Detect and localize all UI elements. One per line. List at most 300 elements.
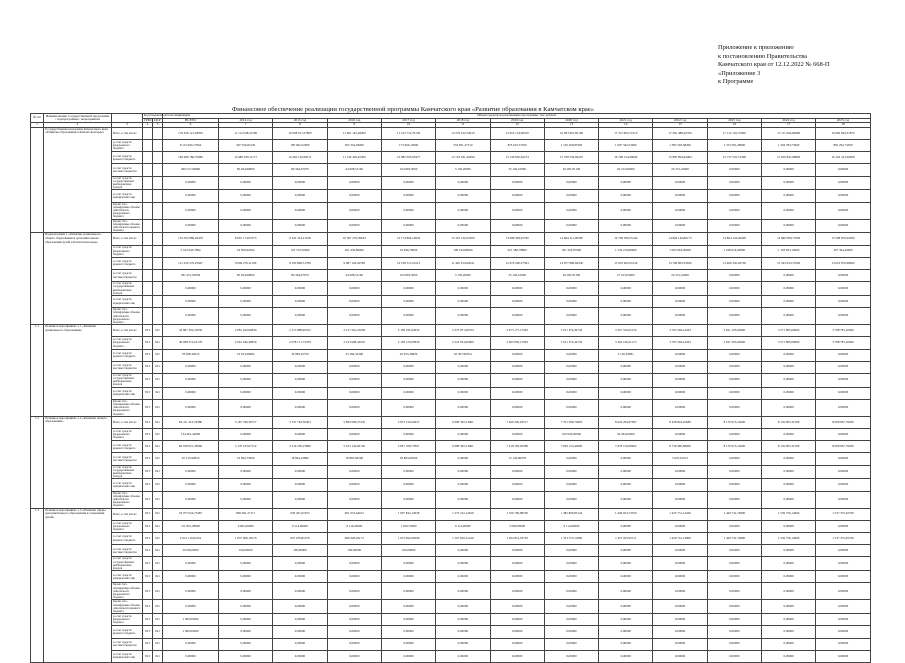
program-name: Основное мероприятие 1.3 «Развитие сферы дополнительного образования в отношении детей» [44, 508, 112, 662]
year-value-cell: 15 768 530,69470 [544, 152, 598, 164]
year-value-cell: 15 143,00978 [490, 453, 544, 465]
year-value-cell: 0,00000 [544, 491, 598, 508]
year-value-cell: 1 136 369,85300 [544, 139, 598, 151]
cst-code: 021 [153, 650, 163, 662]
year-value-cell: 100 043,00000 [544, 429, 598, 441]
grbs-code: 813 [143, 416, 153, 428]
year-value-cell: 0,00000 [273, 176, 327, 190]
year-value-cell: 0,00000 [761, 650, 815, 662]
year-value-cell: 0,00000 [544, 176, 598, 190]
year-value-cell: 5 187 796,36757 [219, 416, 273, 428]
head-name: Наименование государственной программы / подпрограммы / мероприятия [44, 114, 112, 123]
year-value-cell: 0,00000 [436, 282, 490, 296]
total-cell: 179 459 121,28050 [163, 127, 219, 139]
year-value-cell: 0,00000 [219, 583, 273, 600]
year-value-cell: 0,00000 [327, 557, 381, 571]
year-value-cell: 0,00000 [219, 614, 273, 626]
year-value-cell: 11 134 429,45500 [327, 152, 381, 164]
year-value-cell: 12 316 132,03300 [436, 233, 490, 245]
table-row [31, 571, 871, 583]
year-value-cell: 3 571 805,60000 [761, 337, 815, 349]
cst-code [153, 202, 163, 219]
year-value-cell: 0,00000 [381, 600, 435, 614]
table-row [31, 387, 871, 399]
year-value-cell: 0,00000 [761, 491, 815, 508]
year-value-cell: 0,00000 [490, 571, 544, 583]
cst-code: 021 [153, 387, 163, 399]
year-value-cell: 0,00000 [273, 190, 327, 202]
row-number [31, 233, 44, 325]
year-value-cell: 0,00000 [490, 638, 544, 650]
year-value-cell: 0,00000 [599, 202, 653, 219]
funding-source: Кроме того, планируемые объемы обязательств федерального бюджета [112, 308, 143, 325]
head-year: 2019 год [490, 118, 544, 123]
total-cell: 0,00000 [163, 361, 219, 373]
head-index-cell: 17 [761, 123, 815, 128]
table-row [31, 650, 871, 662]
year-value-cell: 0,00000 [653, 583, 707, 600]
head-index-cell: 12 [490, 123, 544, 128]
year-value-cell: 0,00000 [761, 600, 815, 614]
funding-source: за счет средств федерального бюджета [112, 139, 143, 151]
head-index-cell: 5 [153, 123, 163, 128]
year-value-cell: 0,00000 [653, 176, 707, 190]
year-value-cell: 13 769 803,32830 [653, 257, 707, 269]
year-value-cell: 0,00000 [816, 626, 870, 638]
year-value-cell: 0,00000 [327, 614, 381, 626]
year-value-cell: 0,00000 [761, 399, 815, 416]
year-value-cell: 15 508 870,02000 [816, 233, 870, 245]
year-value-cell: 0,00000 [707, 600, 761, 614]
grbs-code [143, 139, 153, 151]
total-cell: 0,00000 [163, 491, 219, 508]
year-value-cell: 0,00000 [816, 361, 870, 373]
year-value-cell: 0,00000 [273, 373, 327, 387]
year-value-cell: 0,00000 [707, 614, 761, 626]
grbs-code [143, 176, 153, 190]
table-row [31, 349, 871, 361]
head-index-cell: 11 [436, 123, 490, 128]
cst-code [153, 139, 163, 151]
year-value-cell: 0,00000 [599, 583, 653, 600]
year-value-cell: 0,00000 [816, 308, 870, 325]
year-value-cell: 0,00000 [816, 545, 870, 557]
year-value-cell: 0,00000 [381, 650, 435, 662]
year-value-cell: 35 104,10900 [490, 269, 544, 281]
document-title: Финансовое обеспечение реализации государственной программы Камчатского края «Развитие образования в Камчатском крае» [232, 106, 595, 113]
year-value-cell: 0,00000 [544, 465, 598, 479]
appendix-line: к постановлению Правительства [718, 52, 808, 60]
year-value-cell: 24 956,92304 [219, 245, 273, 257]
year-value-cell: 0,00000 [653, 520, 707, 532]
year-value-cell: 0,00000 [707, 164, 761, 176]
year-value-cell: 1 837 000,18170 [219, 533, 273, 545]
year-value-cell: 0,00000 [219, 361, 273, 373]
head-code: Код бюджетной классификации [144, 113, 190, 117]
year-value-cell: 0,00000 [436, 479, 490, 491]
year-value-cell: 0,00000 [381, 399, 435, 416]
year-value-cell: 0,00000 [490, 282, 544, 296]
year-value-cell: 0,00000 [653, 282, 707, 296]
year-value-cell: 0,00000 [707, 571, 761, 583]
head-year: 2017 год [381, 118, 435, 123]
total-cell: 1 000,00000 [163, 626, 219, 638]
year-value-cell: 0,00000 [544, 190, 598, 202]
year-value-cell: 0,00000 [327, 638, 381, 650]
year-value-cell: 24 331,23600 [653, 164, 707, 176]
table-head [31, 114, 871, 128]
year-value-cell: 0,00000 [653, 387, 707, 399]
year-value-cell: 14 864 146,80173 [653, 233, 707, 245]
year-value-cell: 0,00000 [707, 269, 761, 281]
funding-source: за счет средств юридических лиц [112, 387, 143, 399]
year-value-cell: 10 108 515,21613 [381, 257, 435, 269]
year-value-cell: 0,00000 [327, 361, 381, 373]
year-value-cell: 8 908 697,78200 [816, 416, 870, 428]
grbs-code: 813 [143, 600, 153, 614]
grbs-code: 813 [143, 361, 153, 373]
total-cell: 0,00000 [163, 190, 219, 202]
year-value-cell: 1 457 025,95111 [599, 533, 653, 545]
year-value-cell: 0,00000 [707, 583, 761, 600]
head-year: 2024 год [761, 118, 815, 123]
year-value-cell: 0,00000 [544, 202, 598, 219]
total-cell: 34 897 392,31639 [163, 325, 219, 337]
year-value-cell: 0,00000 [761, 614, 815, 626]
year-value-cell: 0,00000 [273, 626, 327, 638]
year-value-cell: 0,00000 [816, 479, 870, 491]
year-value-cell: 1 304 784,73900 [761, 139, 815, 151]
grbs-code: 813 [143, 491, 153, 508]
year-value-cell: 0,00000 [219, 650, 273, 662]
year-value-cell: 0,00000 [599, 638, 653, 650]
year-value-cell: 0,00000 [816, 465, 870, 479]
grbs-code: 813 [143, 441, 153, 453]
year-value-cell: 0,00000 [436, 361, 490, 373]
year-value-cell: 8 428 824,25680 [653, 416, 707, 428]
year-value-cell: 3 130,20000 [436, 269, 490, 281]
table-row [31, 176, 871, 190]
program-name: Основное мероприятие 1.1 «Развитие дошкольного образования» [44, 325, 112, 417]
total-cell: 111 801,28000 [163, 520, 219, 532]
year-value-cell: 0,00000 [707, 626, 761, 638]
year-value-cell: 8 908 697,78200 [816, 441, 870, 453]
year-value-cell: 0,00000 [273, 399, 327, 416]
year-value-cell: 0,00000 [490, 479, 544, 491]
year-value-cell: 6 098 362,23961 [436, 416, 490, 428]
table-row [31, 269, 871, 281]
table-row [31, 600, 871, 614]
grbs-code: 813 [143, 429, 153, 441]
year-value-cell: 17 281 488,20700 [653, 127, 707, 139]
table-row [31, 416, 871, 428]
year-value-cell: 0,00000 [599, 479, 653, 491]
year-value-cell: 1 425 731,14420 [653, 508, 707, 520]
table-row [31, 453, 871, 465]
year-value-cell: 0,00000 [436, 295, 490, 307]
cst-code [153, 269, 163, 281]
year-value-cell: 0,00000 [381, 373, 435, 387]
year-value-cell: 0,00000 [327, 600, 381, 614]
year-value-cell: 0,00000 [327, 491, 381, 508]
year-value-cell: 621 586,78800 [490, 245, 544, 257]
year-value-cell: 0,00000 [816, 429, 870, 441]
year-value-cell: 0,00000 [436, 373, 490, 387]
year-value-cell: 0,00000 [544, 399, 598, 416]
year-value-cell: 0,00000 [761, 453, 815, 465]
year-value-cell: 0,00000 [707, 399, 761, 416]
year-value-cell: 0,00000 [599, 453, 653, 465]
year-value-cell: 0,00000 [707, 202, 761, 219]
year-value-cell: 0,00000 [219, 465, 273, 479]
year-value-cell: 0,00000 [599, 361, 653, 373]
year-value-cell: 0,00000 [544, 650, 598, 662]
year-value-cell: 0,00000 [653, 638, 707, 650]
table-row [31, 557, 871, 571]
head-index-cell: 13 [544, 123, 598, 128]
grbs-code: 813 [143, 533, 153, 545]
year-value-cell: 44 908,51160 [327, 269, 381, 281]
row-number: 1.3 [31, 508, 44, 662]
funding-source: за счет средств краевого бюджета [112, 152, 143, 164]
table-row [31, 520, 871, 532]
year-value-cell: 8 170 915,14600 [707, 416, 761, 428]
year-value-cell: 3 011 374,42743 [544, 325, 598, 337]
year-value-cell: 15 953 154,99520 [490, 127, 544, 139]
table-row [31, 202, 871, 219]
year-value-cell: 15 136 830,62274 [490, 152, 544, 164]
year-value-cell: 0,00000 [327, 190, 381, 202]
grbs-code: 813 [143, 453, 153, 465]
year-value-cell: 0,00000 [436, 429, 490, 441]
funding-source: Всего, в том числе: [112, 127, 143, 139]
year-value-cell: 5 337 762,50363 [273, 416, 327, 428]
year-value-cell: 44 908,51160 [327, 164, 381, 176]
year-value-cell: 0,00000 [816, 219, 870, 233]
year-value-cell: 9 987 162,20583 [327, 257, 381, 269]
funding-source: Кроме того, планируемые объемы обязательств краевого бюджета [112, 600, 143, 614]
year-value-cell: 0,00000 [707, 282, 761, 296]
year-value-cell: 19 496,70000 [381, 245, 435, 257]
year-value-cell: 2 210 814,00000 [436, 337, 490, 349]
cst-code: 021 [153, 571, 163, 583]
funding-source: за счет средств государственных внебюджетных фондов [112, 465, 143, 479]
grbs-code: 813 [143, 479, 153, 491]
year-value-cell: 0,00000 [327, 373, 381, 387]
total-cell: 0,00000 [163, 373, 219, 387]
cst-code: 021 [153, 399, 163, 416]
year-value-cell: 0,00000 [327, 650, 381, 662]
table-row [31, 373, 871, 387]
appendix-line: к Программе [718, 78, 754, 86]
year-value-cell: 0,00000 [436, 650, 490, 662]
grbs-code: 813 [143, 508, 153, 520]
year-value-cell: 930 201,97453 [273, 508, 327, 520]
year-value-cell: 27 163,03900 [599, 269, 653, 281]
year-value-cell: 0,00000 [816, 614, 870, 626]
total-cell: 0,00000 [163, 399, 219, 416]
year-value-cell: 17 111 604,66800 [761, 127, 815, 139]
year-value-cell: 13 935 902,63130 [599, 257, 653, 269]
funding-source: за счет средств государственных внебюджетных фондов [112, 373, 143, 387]
year-value-cell: 0,00000 [273, 638, 327, 650]
year-value-cell: 1 539 756,14600 [761, 533, 815, 545]
year-value-cell: 12 676 290,27363 [490, 257, 544, 269]
year-value-cell: 0,00000 [273, 219, 327, 233]
year-value-cell: 0,00000 [273, 387, 327, 399]
funding-source: Кроме того, планируемые объемы обязательств федерального бюджета [112, 491, 143, 508]
year-value-cell: 0,00000 [381, 614, 435, 626]
year-value-cell: 0,00000 [490, 557, 544, 571]
funding-source: за счет средств местных бюджетов [112, 361, 143, 373]
year-value-cell: 19 813,08484 [219, 349, 273, 361]
year-value-cell: 0,00000 [599, 571, 653, 583]
year-value-cell: 0,00000 [381, 176, 435, 190]
year-value-cell: 10 480 039,11177 [219, 152, 273, 164]
grbs-code: 813 [143, 337, 153, 349]
year-value-cell: 0,00000 [544, 219, 598, 233]
year-value-cell: 0,00000 [381, 465, 435, 479]
year-value-cell: 1 103 823,10000 [761, 245, 815, 257]
total-cell: 0,00000 [163, 387, 219, 399]
total-cell: 0,00000 [163, 638, 219, 650]
year-value-cell: 0,00000 [436, 453, 490, 465]
year-value-cell: 3 788 781,20000 [816, 337, 870, 349]
head-index-cell: 10 [381, 123, 435, 128]
grbs-code [143, 245, 153, 257]
year-value-cell: 0,00000 [219, 176, 273, 190]
year-value-cell: 0,00000 [490, 626, 544, 638]
year-value-cell: 0,00000 [761, 557, 815, 571]
year-value-cell: 1 228 614,00000 [707, 245, 761, 257]
year-value-cell: 15 895 894,62484 [653, 152, 707, 164]
grbs-code [143, 164, 153, 176]
year-value-cell: 0,00000 [653, 465, 707, 479]
head-index-cell: 8 [273, 123, 327, 128]
year-value-cell: 0,00000 [381, 491, 435, 508]
cst-code [153, 164, 163, 176]
year-value-cell: 532 851,27310 [436, 139, 490, 151]
cst-code: 021 [153, 600, 163, 614]
year-value-cell: 8 696 279,11190 [219, 257, 273, 269]
year-value-cell: 9 341 314,21198 [273, 233, 327, 245]
year-value-cell: 0,00000 [490, 491, 544, 508]
cst-code [153, 176, 163, 190]
year-value-cell: 0,00000 [599, 399, 653, 416]
year-value-cell: 0,00000 [761, 295, 815, 307]
year-value-cell: 3 571 805,60000 [761, 325, 815, 337]
year-value-cell: 865 292,74500 [816, 139, 870, 151]
funding-source: Кроме того, планируемые объемы обязательств федерального бюджета [112, 202, 143, 219]
year-value-cell: 0,00000 [761, 571, 815, 583]
year-value-cell: 9 665,69000 [219, 520, 273, 532]
year-value-cell: 869 091,27117 [219, 508, 273, 520]
year-value-cell: 0,00000 [544, 583, 598, 600]
year-value-cell: 1 382 890,81544 [544, 508, 598, 520]
year-value-cell: 0,00000 [816, 282, 870, 296]
year-value-cell: 5 913 145,60130 [327, 441, 381, 453]
head-cst: ЦСР [154, 117, 161, 122]
year-value-cell: 2 081 450,66839 [219, 325, 273, 337]
year-value-cell: 0,00000 [219, 308, 273, 325]
year-value-cell: 0,00000 [761, 465, 815, 479]
total-cell: 152 354 989,29478 [163, 233, 219, 245]
year-value-cell: 9 114,00000 [544, 520, 598, 532]
year-value-cell: 122 732,20000 [273, 245, 327, 257]
year-value-cell: 35 104,10900 [490, 164, 544, 176]
year-value-cell: 0,00000 [761, 479, 815, 491]
year-value-cell: 5 120,63981 [599, 349, 653, 361]
year-value-cell: 0,00000 [816, 520, 870, 532]
year-value-cell: 13 279 612,54910 [436, 127, 490, 139]
year-value-cell: 0,00000 [273, 583, 327, 600]
year-value-cell: 0,00000 [653, 491, 707, 508]
year-value-cell: 3 621 105,60000 [707, 325, 761, 337]
cst-code: 021 [153, 508, 163, 520]
year-value-cell: 3 788 781,20000 [816, 325, 870, 337]
grbs-code [143, 190, 153, 202]
year-value-cell: 0,00000 [816, 638, 870, 650]
year-value-cell: 5 892 009,27435 [327, 416, 381, 428]
funding-source: за счет средств краевого бюджета [112, 533, 143, 545]
head-index-cell: 1 [31, 123, 44, 128]
cst-code [153, 152, 163, 164]
year-value-cell: 8 156 905,31500 [761, 441, 815, 453]
grbs-code: 813 [143, 638, 153, 650]
grbs-code [143, 219, 153, 233]
year-value-cell: 0,00000 [219, 190, 273, 202]
head-index-cell: 4 [143, 123, 153, 128]
year-value-cell: 0,00000 [273, 308, 327, 325]
year-value-cell: 0,00000 [381, 429, 435, 441]
grbs-code: 813 [143, 614, 153, 626]
year-value-cell: 0,00000 [599, 614, 653, 626]
grbs-code [143, 233, 153, 245]
grbs-code: 813 [143, 520, 153, 532]
year-value-cell: 20 213,06900 [599, 164, 653, 176]
year-value-cell: 14 864 124,26000 [707, 233, 761, 245]
year-value-cell: 7 629 123,44990 [544, 441, 598, 453]
year-value-cell: 14 864 111,00180 [544, 233, 598, 245]
year-value-cell: 0,00000 [707, 429, 761, 441]
funding-source: Всего, в том числе: [112, 416, 143, 428]
funding-source: за счет средств юридических лиц [112, 571, 143, 583]
year-value-cell: 0,00000 [707, 361, 761, 373]
year-value-cell: 0,00000 [653, 202, 707, 219]
year-value-cell: 0,00000 [707, 479, 761, 491]
year-value-cell: 18 863,60500 [381, 453, 435, 465]
year-value-cell: 0,00000 [381, 361, 435, 373]
year-value-cell: 0,00000 [544, 373, 598, 387]
year-value-cell: 0,00000 [653, 399, 707, 416]
funding-source: за счет средств юридических лиц [112, 650, 143, 662]
total-cell: 151 254 579,25067 [163, 257, 219, 269]
year-value-cell: 0,00000 [761, 190, 815, 202]
row-number: 1.1 [31, 325, 44, 417]
year-value-cell: 0,00000 [436, 219, 490, 233]
year-value-cell: 100,00000 [273, 545, 327, 557]
year-value-cell: 0,00000 [599, 626, 653, 638]
year-value-cell: 19 692,73000 [219, 453, 273, 465]
year-value-cell: 0,00000 [599, 600, 653, 614]
year-value-cell: 1 534 219,89000 [599, 245, 653, 257]
year-value-cell: 10 885 005,00477 [381, 152, 435, 164]
grbs-code [143, 282, 153, 296]
grbs-code: 813 [143, 325, 153, 337]
year-value-cell: 0,00000 [816, 349, 870, 361]
year-value-cell: 291 436,80000 [327, 245, 381, 257]
cst-code [153, 190, 163, 202]
